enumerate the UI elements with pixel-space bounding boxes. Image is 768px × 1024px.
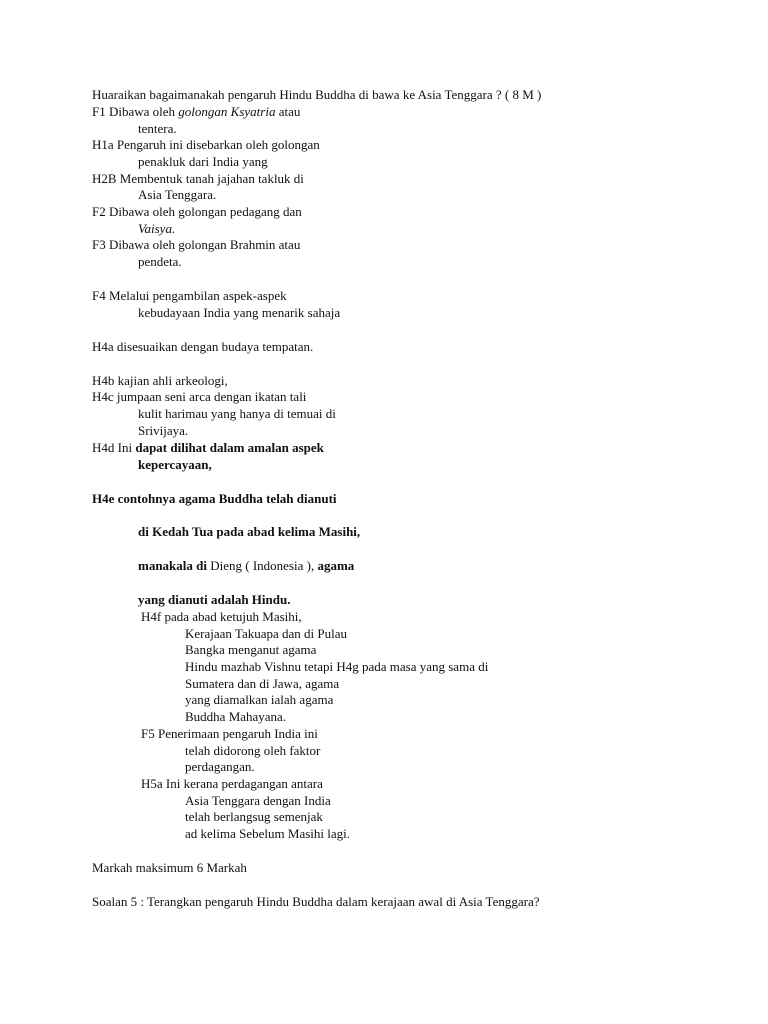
h5a-line-2: Asia Tenggara dengan India	[185, 793, 331, 808]
h4f-line-3: Bangka menganut agama	[185, 642, 317, 657]
f5-line-2: telah didorong oleh faktor	[185, 743, 321, 758]
h4f-line-2: Kerajaan Takuapa dan di Pulau	[185, 626, 348, 641]
h4f-line-5: Sumatera dan di Jawa, agama	[185, 676, 340, 691]
h2b-continuation: Asia Tenggara.	[138, 187, 217, 202]
max-marks: Markah maksimum 6 Markah	[92, 860, 247, 875]
h4e-normal: Dieng ( Indonesia ),	[207, 558, 318, 573]
answer-point-h4e: H4e contohnya agama Buddha telah dianuti	[92, 491, 337, 506]
f2-continuation: Vaisya.	[138, 221, 176, 236]
answer-point-f1	[92, 104, 300, 120]
f1-label: F1 Dibawa oleh	[92, 104, 179, 119]
h4f-line-7: Buddha Mahayana.	[185, 709, 287, 724]
answer-point-f4: F4 Melalui pengambilan aspek-aspek	[92, 288, 287, 303]
h4f-line-6: yang diamalkan ialah agama	[185, 692, 334, 707]
answer-point-h4b: H4b kajian ahli arkeologi,	[92, 373, 228, 388]
question-5: Soalan 5 : Terangkan pengaruh Hindu Buddha dalam kerajaan awal di Asia Tenggara?	[92, 894, 540, 909]
answer-point-f2: F2 Dibawa oleh golongan pedagang dan	[92, 204, 302, 219]
answer-point-h4f: H4f pada abad ketujuh Masihi,	[141, 609, 302, 624]
f1-italic: golongan Ksyatria	[178, 104, 276, 119]
answer-point-h1a: H1a Pengaruh ini disebarkan oleh golongan	[92, 137, 320, 152]
answer-point-h2b: H2B Membentuk tanah jajahan takluk di	[92, 171, 304, 186]
f1-continuation: tentera.	[138, 121, 177, 136]
answer-point-h5a: H5a Ini kerana perdagangan antara	[141, 776, 323, 791]
h4e-bold-1: manakala di	[138, 558, 207, 573]
h4f-line-4: Hindu mazhab Vishnu tetapi H4g pada masa yang sama di	[185, 659, 489, 674]
h1a-continuation: penakluk dari India yang	[138, 154, 268, 169]
h5a-line-3: telah berlangsug semenjak	[185, 809, 323, 824]
h5a-line-4: ad kelima Sebelum Masihi lagi.	[185, 826, 350, 841]
f5-line-3: perdagangan.	[185, 759, 255, 774]
h4e-line-4: yang dianuti adalah Hindu.	[138, 592, 291, 607]
question-4: Huaraikan bagaimanakah pengaruh Hindu Buddha di bawa ke Asia Tenggara ? ( 8 M )	[92, 87, 542, 102]
answer-point-h4d	[92, 440, 324, 456]
h4d-continuation: kepercayaan,	[138, 457, 212, 472]
h4d-bold: dapat dilihat dalam amalan aspek	[135, 440, 324, 455]
answer-point-f3: F3 Dibawa oleh golongan Brahmin atau	[92, 237, 301, 252]
h4d-prefix: H4d Ini	[92, 440, 136, 455]
h4e-line-2: di Kedah Tua pada abad kelima Masihi,	[138, 524, 361, 539]
answer-point-f5: F5 Penerimaan pengaruh India ini	[141, 726, 318, 741]
h4c-continuation-1: kulit harimau yang hanya di temuai di	[138, 406, 336, 421]
f3-continuation: pendeta.	[138, 254, 182, 269]
h4c-continuation-2: Srivijaya.	[138, 423, 189, 438]
answer-point-h4a: H4a disesuaikan dengan budaya tempatan.	[92, 339, 314, 354]
h4e-bold-2: agama	[317, 558, 355, 573]
answer-point-h4c: H4c jumpaan seni arca dengan ikatan tali	[92, 389, 307, 404]
f1-after: atau	[275, 104, 301, 119]
h4e-line-3	[138, 558, 354, 574]
f4-continuation: kebudayaan India yang menarik sahaja	[138, 305, 341, 320]
